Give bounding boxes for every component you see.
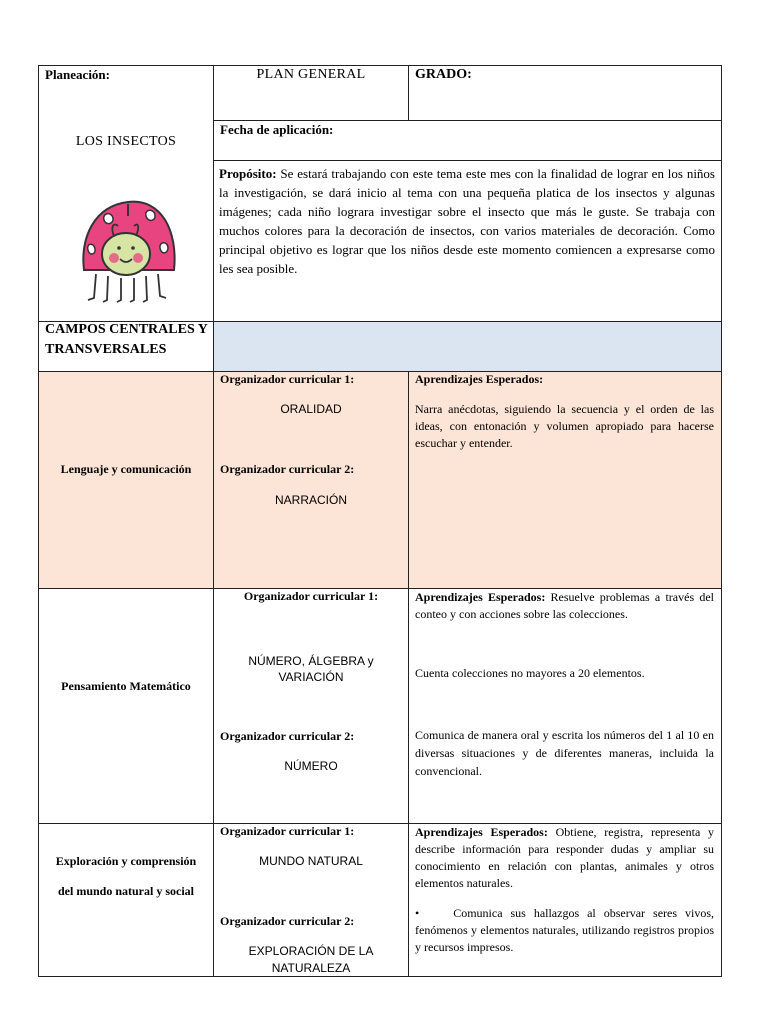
proposito-label: Propósito: xyxy=(219,166,277,181)
ladybug-cheek xyxy=(133,253,143,263)
matematico-aprendizajes-1 xyxy=(415,589,714,623)
grado-label: GRADO: xyxy=(415,67,472,82)
ladybug-eye xyxy=(131,246,135,250)
planeacion-label: Planeación: xyxy=(45,67,110,82)
exploracion-aprendizajes-text-2: Comunica sus hallazgos al observar seres vivos, fenómenos y elementos naturales, utilizando registros propios y recursos impresos. xyxy=(415,906,714,954)
proposito-text: Se estará trabajando con este tema este mes con la finalidad de lograr en los niños la investigación, se dará inicio al tema con una pequeña platica de los insectos y algunas imágenes; cada niño lograra investigar sobre el insecto que más le guste. Se trabaja con muchos colores para la decoración de insectos, con varios materiales de decoración. Como principal objetivo es lograr que los niños desde este momento comiencen a expresarse como les sea posible. xyxy=(219,166,715,276)
bullet: • xyxy=(415,906,420,920)
matematico-aprendizajes-3: Comunica de manera oral y escrita los números del 1 al 10 en diversas situaciones y de diferentes maneras, incluida la convencional. xyxy=(415,728,714,778)
ladybug-spot xyxy=(104,214,113,224)
ladybug-spot xyxy=(88,244,95,254)
exploracion-aprendizajes-1 xyxy=(415,824,714,892)
matematico-aprendizajes-text-1: Resuelve problemas a través del conteo y con acciones sobre las colecciones. xyxy=(415,590,714,621)
exploracion-aprendizajes-text-1: Obtiene, registra, representa y describe información para responder dudas y ampliar su conocimiento en relación con plantas, animales y otros elementos naturales. xyxy=(415,825,714,890)
fecha-aplicacion-label: Fecha de aplicación: xyxy=(220,122,334,137)
matematico-org1-label: Organizador curricular 1: xyxy=(243,589,379,603)
topic-title: LOS INSECTOS xyxy=(75,134,177,149)
exploracion-org2-label: Organizador curricular 2: xyxy=(220,914,355,928)
exploracion-org1-value: MUNDO NATURAL xyxy=(259,854,363,868)
lenguaje-org2-value: NARRACIÓN xyxy=(274,493,347,507)
exploracion-org1-label: Organizador curricular 1: xyxy=(220,824,355,838)
plan-general-title: PLAN GENERAL xyxy=(256,67,366,82)
campos-header-fill xyxy=(213,322,721,371)
exploracion-aprendizajes-label: Aprendizajes Esperados: xyxy=(415,825,548,839)
field-exploracion-line1: Exploración y comprensión xyxy=(55,854,197,868)
lenguaje-aprendizajes-label: Aprendizajes Esperados: xyxy=(415,372,544,386)
proposito-paragraph xyxy=(219,164,715,278)
ladybug-spot xyxy=(146,210,155,220)
matematico-org2-value: NÚMERO xyxy=(284,759,338,773)
field-exploracion-line2: del mundo natural y social xyxy=(57,884,195,898)
matematico-aprendizajes-2: Cuenta colecciones no mayores a 20 elementos. xyxy=(415,666,645,680)
lenguaje-org2-label: Organizador curricular 2: xyxy=(220,462,355,476)
field-matematico: Pensamiento Matemático xyxy=(61,679,191,693)
ladybug-illustration xyxy=(76,196,182,304)
ladybug-face xyxy=(102,233,150,275)
matematico-org2-label: Organizador curricular 2: xyxy=(220,729,355,743)
exploracion-org2-value: EXPLORACIÓN DE LA NATURALEZA xyxy=(248,944,374,975)
ladybug-cheek xyxy=(109,253,119,263)
lenguaje-org1-label: Organizador curricular 1: xyxy=(220,372,355,386)
ladybug-legs xyxy=(88,274,166,302)
campos-header: CAMPOS CENTRALES Y TRANSVERSALES xyxy=(45,322,208,357)
field-lenguaje: Lenguaje y comunicación xyxy=(60,462,192,476)
matematico-aprendizajes-label: Aprendizajes Esperados: xyxy=(415,590,546,604)
ladybug-spot xyxy=(160,243,168,253)
ladybug-eye xyxy=(117,246,121,250)
lenguaje-aprendizajes-text: Narra anécdotas, siguiendo la secuencia y el orden de las ideas, con entonación y volumen apropiado para hacerse escuchar y entender. xyxy=(415,402,714,450)
exploracion-aprendizajes-2 xyxy=(415,905,714,956)
matematico-org1-value: NÚMERO, ÁLGEBRA y VARIACIÓN xyxy=(248,654,374,684)
lenguaje-org1-value: ORALIDAD xyxy=(280,402,342,416)
